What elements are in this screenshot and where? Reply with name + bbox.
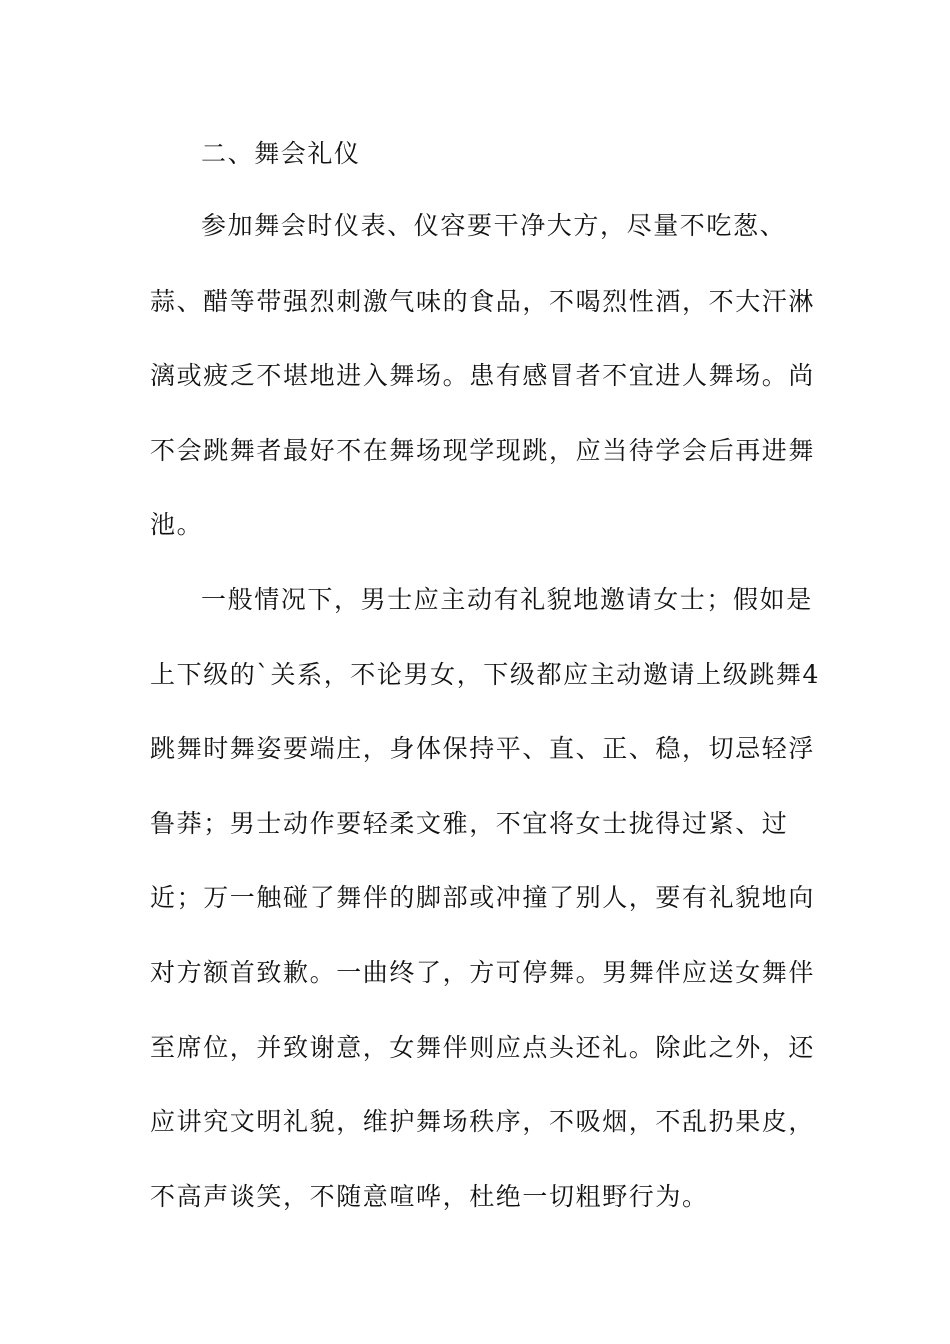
paragraph-line: 漓或疲乏不堪地进入舞场。患有感冒者不宜进人舞场。尚	[150, 361, 816, 390]
paragraph-line: 近；万一触碰了舞伴的脚部或冲撞了别人，要有礼貌地向	[150, 883, 816, 912]
section-heading: 二、舞会礼仪	[201, 139, 361, 168]
paragraph-line: 鲁莽；男士动作要轻柔文雅，不宜将女士拢得过紧、过	[150, 809, 789, 838]
paragraph-line: 蒜、醋等带强烈刺激气味的食品，不喝烈性酒，不大汗淋	[150, 287, 816, 316]
paragraph-line: 应讲究文明礼貌，维护舞场秩序，不吸烟，不乱扔果皮，	[150, 1107, 816, 1136]
paragraph-line: 不会跳舞者最好不在舞场现学现跳，应当待学会后再进舞	[150, 436, 816, 465]
paragraph-line: 不高声谈笑，不随意喧哗，杜绝一切粗野行为。	[150, 1182, 709, 1211]
paragraph-line: 参加舞会时仪表、仪容要干净大方，尽量不吃葱、	[201, 211, 787, 240]
paragraph-line: 对方额首致歉。一曲终了，方可停舞。男舞伴应送女舞伴	[150, 958, 816, 987]
paragraph-line: 至席位，并致谢意，女舞伴则应点头还礼。除此之外，还	[150, 1033, 816, 1062]
paragraph-line: 跳舞时舞姿要端庄，身体保持平、直、正、稳，切忌轻浮	[150, 734, 816, 763]
paragraph-line: 上下级的`关系，不论男女，下级都应主动邀请上级跳舞4	[150, 660, 821, 689]
paragraph-line: 一般情况下，男士应主动有礼貌地邀请女士；假如是	[201, 585, 813, 614]
paragraph-line: 池。	[150, 510, 204, 539]
